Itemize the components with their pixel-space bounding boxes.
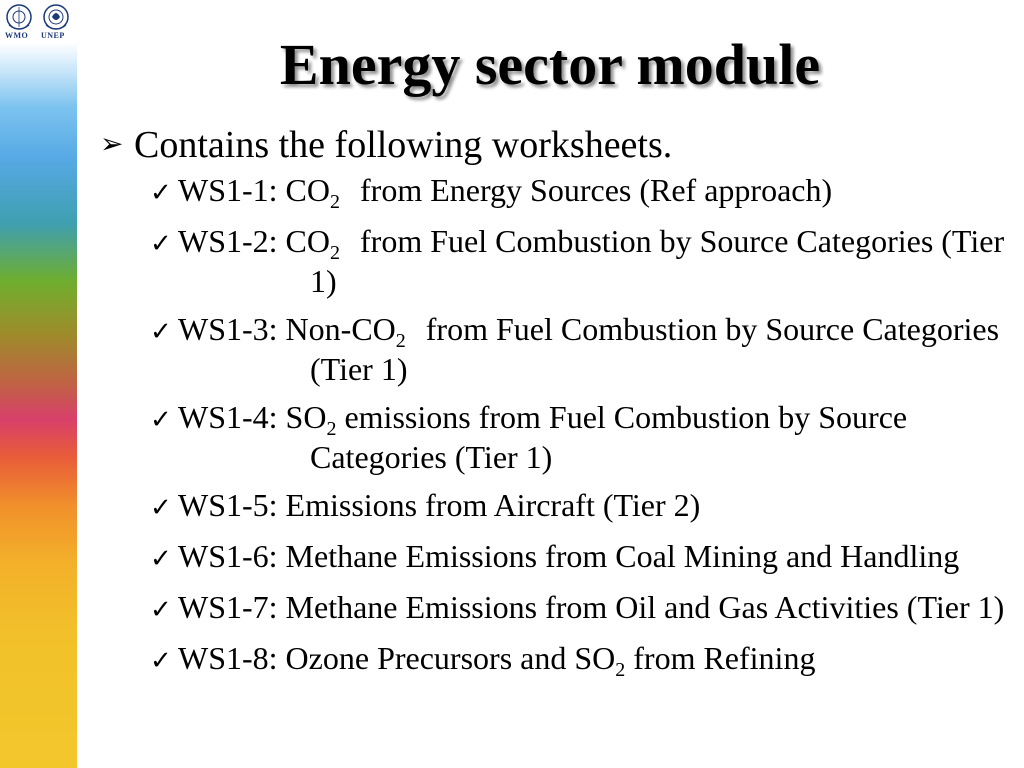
- item-text-rest: from Fuel Combustion by Source Categories (Tier 1): [310, 311, 1000, 387]
- list-item: [150, 399, 1010, 476]
- item-code: WS1-6:: [178, 538, 278, 574]
- item-subscript: 2: [615, 659, 626, 681]
- checkmark-icon: ✓: [150, 229, 172, 259]
- unep-emblem-icon: [41, 3, 71, 33]
- item-text: Emissions from Aircraft (Tier 2): [285, 487, 701, 523]
- item-subscript: 2: [326, 418, 337, 440]
- intro-bullet: [100, 120, 672, 169]
- slide-title: Energy sector module: [279, 32, 821, 97]
- worksheet-list: [150, 172, 1010, 691]
- item-text-rest: from Energy Sources (Ref approach): [352, 172, 833, 208]
- item-text: Methane Emissions from Oil and Gas Activities (Tier 1): [285, 589, 1005, 625]
- arrow-bullet-icon: ➢: [100, 127, 124, 160]
- list-item: [150, 223, 1010, 300]
- item-code: WS1-2:: [178, 223, 278, 259]
- checkmark-icon: ✓: [150, 595, 172, 625]
- checkmark-icon: ✓: [150, 493, 172, 523]
- checkmark-icon: ✓: [150, 317, 172, 347]
- unep-label: UNEP: [41, 31, 65, 40]
- list-item: [150, 172, 1010, 212]
- item-text: Non-CO: [285, 311, 396, 347]
- logo-area: [0, 0, 77, 44]
- item-text: Methane Emissions from Coal Mining and Handling: [285, 538, 960, 574]
- item-subscript: 2: [330, 191, 340, 213]
- item-text: CO: [285, 172, 330, 208]
- item-code: WS1-1:: [178, 172, 278, 208]
- item-text: CO: [285, 223, 330, 259]
- item-code: WS1-8:: [178, 640, 278, 676]
- list-item: [150, 538, 1010, 578]
- item-text: SO: [285, 399, 327, 435]
- item-subscript: 2: [330, 242, 340, 264]
- checkmark-icon: ✓: [150, 405, 172, 435]
- item-text-rest: from Refining: [633, 640, 816, 676]
- list-item: [150, 640, 1010, 680]
- item-text-rest: from Fuel Combustion by Source Categories (Tier 1): [310, 223, 1005, 299]
- checkmark-icon: ✓: [150, 544, 172, 574]
- item-code: WS1-5:: [178, 487, 278, 523]
- list-item: [150, 311, 1010, 388]
- item-text: Ozone Precursors and SO: [285, 640, 616, 676]
- list-item: [150, 487, 1010, 527]
- list-item: [150, 589, 1010, 629]
- checkmark-icon: ✓: [150, 178, 172, 208]
- item-subscript: 2: [395, 330, 406, 352]
- intro-text: Contains the following worksheets.: [134, 124, 673, 166]
- rainbow-sidebar: [0, 42, 77, 768]
- item-code: WS1-7:: [178, 589, 278, 625]
- item-code: WS1-4:: [178, 399, 278, 435]
- wmo-label: WMO: [5, 31, 29, 40]
- checkmark-icon: ✓: [150, 646, 172, 676]
- wmo-emblem-icon: [4, 3, 34, 33]
- item-text-rest: emissions from Fuel Combustion by Source Categories (Tier 1): [310, 399, 908, 475]
- item-code: WS1-3:: [178, 311, 278, 347]
